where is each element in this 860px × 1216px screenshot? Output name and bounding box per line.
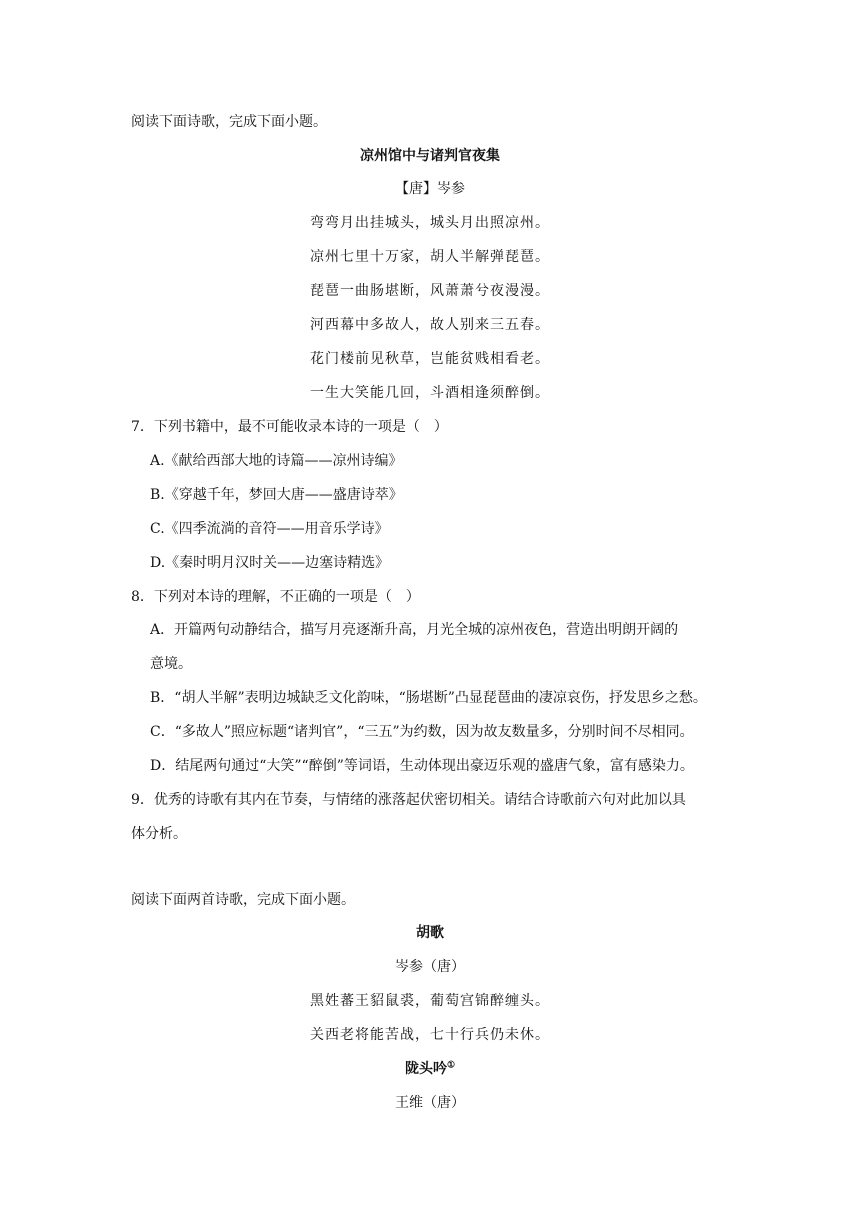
poem2-title: 陇头吟 [404,1061,447,1077]
poem-line: 花门楼前见秋草，岂能贫贱相看老。 [310,351,550,367]
poem1-line: 黑姓蕃王貂鼠裘，葡萄宫锦醉缠头。 [310,993,550,1009]
q8-option-a-cont: 意境。 [150,656,192,672]
q7-option-d: D.《秦时明月汉时关——边塞诗精选》 [150,555,390,571]
poem2-author: 王维（唐） [395,1095,465,1111]
poem-title: 凉州馆中与诸判官夜集 [360,148,500,164]
q7-option-c: C.《四季流淌的音符——用音乐学诗》 [150,521,389,537]
q8-option-b: B．“胡人半解”表明边城缺乏文化韵味，“肠堪断”凸显琵琶曲的凄凉哀伤，抒发思乡之愁。 [150,690,707,706]
question-9-stem: 9．优秀的诗歌有其内在节奏，与情绪的涨落起伏密切相关。请结合诗歌前六句对此加以具 [131,792,686,808]
poem1-author: 岑参（唐） [395,959,465,975]
poem1-line: 关西老将能苦战，七十行兵仍未休。 [310,1027,550,1043]
poem-line: 河西幕中多故人，故人别来三五春。 [310,317,550,333]
poem-line: 琵琶一曲肠堪断，风萧萧兮夜漫漫。 [310,283,550,299]
poem1-title: 胡歌 [416,925,444,941]
q7-option-b: B.《穿越千年，梦回大唐——盛唐诗萃》 [150,487,403,503]
poem-line: 一生大笑能几回，斗酒相逢须醉倒。 [310,385,550,401]
footnote-marker: ① [446,1060,456,1071]
poem-line: 凉州七里十万家，胡人半解弹琵琶。 [310,249,550,265]
question-8-stem: 8．下列对本诗的理解，不正确的一项是（ ） [131,589,420,605]
q8-option-c: C．“多故人”照应标题“诸判官”，“三五”为约数，因为故友数量多，分别时间不尽相同。 [150,724,694,740]
question-7-stem: 7．下列书籍中，最不可能收录本诗的一项是（ ） [131,419,448,435]
q7-option-a: A.《献给西部大地的诗篇——凉州诗编》 [150,453,403,469]
section1-intro: 阅读下面诗歌，完成下面小题。 [131,114,327,130]
poem-author: 【唐】岑参 [395,181,465,197]
question-9-stem-cont: 体分析。 [131,826,187,842]
q8-option-d: D．结尾两句通过“大笑”“醉倒”等词语，生动体现出豪迈乐观的盛唐气象，富有感染力。 [150,758,694,774]
q8-option-a: A．开篇两句动静结合，描写月亮逐渐升高，月光全城的凉州夜色，营造出明朗开阔的 [150,622,679,638]
section2-intro: 阅读下面两首诗歌，完成下面小题。 [131,892,355,908]
poem2-title-line [0,1060,860,1078]
poem-line: 弯弯月出挂城头，城头月出照凉州。 [310,215,550,231]
